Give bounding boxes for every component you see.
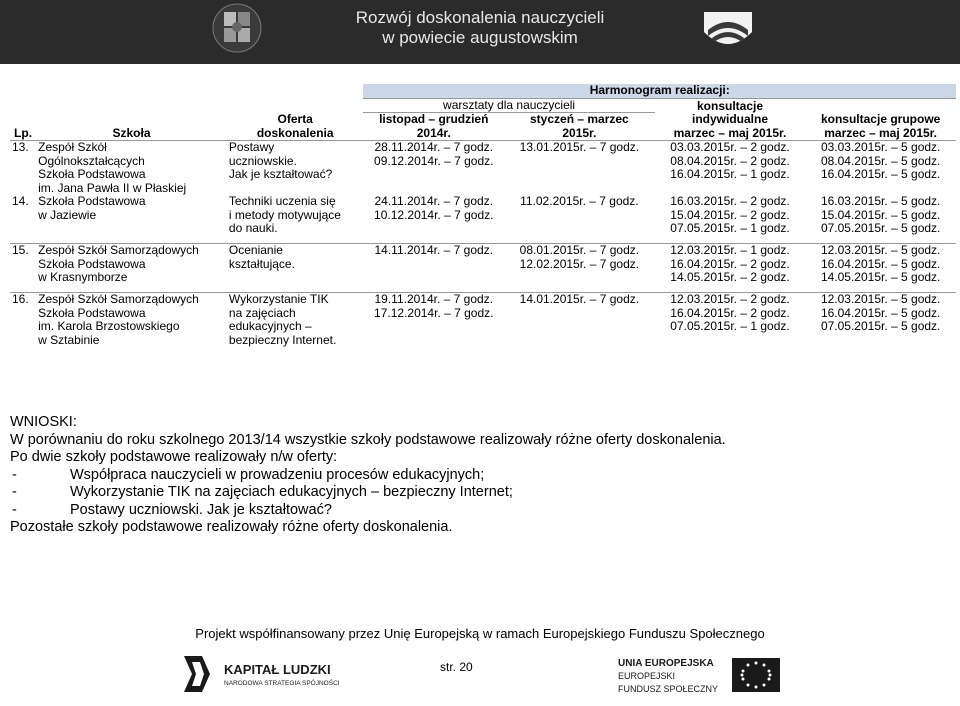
conclusions-heading: WNIOSKI: [10, 414, 77, 430]
col-lp-heading: Lp. [10, 113, 36, 141]
row-lp-line: 15. [12, 243, 29, 257]
row-styczen [504, 141, 655, 196]
emblem-logo [206, 2, 268, 54]
region-logo [700, 2, 756, 58]
header-title-line1: Rozwój doskonalenia nauczycieli [355, 8, 605, 27]
row-oferta-line: Wykorzystanie TIK [228, 292, 329, 306]
row-styczen [504, 244, 655, 285]
row-konsultacje-indywidualne-line: 16.03.2015r. – 2 godz. [670, 194, 790, 208]
konsultacje-indywidualne-heading [655, 98, 806, 141]
row-listopad [363, 195, 504, 236]
kons-grp-line2: marzec – maj 2015r. [824, 125, 938, 140]
col-listopad-heading [363, 113, 504, 141]
row-oferta [227, 244, 364, 285]
row-szkola-line: w Sztabinie [38, 332, 100, 347]
bullet-text: Wykorzystanie TIK na zajęciach edukacyjnych – bezpieczny Internet; [70, 484, 513, 500]
row-szkola-line: im. Karola Brzostowskiego [38, 319, 180, 333]
row-lp-line: 16. [12, 292, 29, 306]
row-konsultacje-grupowe-line: 12.03.2015r. – 5 godz. [820, 243, 941, 257]
kons-ind-line1: konsultacje [696, 98, 764, 113]
row-szkola-line: Szkoła Podstawowa [38, 256, 146, 271]
row-konsultacje-indywidualne-line: 12.03.2015r. – 1 godz. [670, 243, 790, 257]
kapital-ludzki-logo [180, 652, 340, 698]
row-oferta-line: na zajęciach [228, 305, 296, 320]
row-konsultacje-grupowe-line: 07.05.2015r. – 5 godz. [820, 221, 941, 235]
row-szkola [36, 244, 227, 285]
col-oferta-heading [227, 113, 364, 141]
styczen-line1: styczeń – marzec [530, 112, 629, 126]
bullet-item: - Współpraca nauczycieli w prowadzeniu procesów edukacyjnych; [12, 466, 485, 483]
row-styczen-line: 08.01.2015r. – 7 godz. [519, 243, 640, 257]
row-konsultacje-grupowe [805, 293, 956, 348]
row-konsultacje-indywidualne [655, 244, 806, 285]
row-listopad-line: 17.12.2014r. – 7 godz. [374, 305, 494, 320]
row-oferta-line: Ocenianie [228, 243, 283, 257]
row-szkola-line: Zespół Szkół Samorządowych [38, 292, 199, 306]
row-szkola [36, 195, 227, 236]
row-oferta-line: Postawy [228, 140, 275, 154]
row-oferta [227, 293, 364, 348]
row-szkola-line: w Jaziewie [38, 207, 97, 222]
row-oferta-line: Techniki uczenia się [228, 194, 336, 208]
row-lp [10, 195, 36, 236]
row-listopad-line: 14.11.2014r. – 7 godz. [374, 243, 494, 257]
row-listopad [363, 141, 504, 196]
row-listopad [363, 293, 504, 348]
row-konsultacje-grupowe-line: 07.05.2015r. – 5 godz. [820, 319, 941, 333]
row-styczen-line: 11.02.2015r. – 7 godz. [520, 194, 639, 208]
row-oferta [227, 141, 364, 196]
row-oferta-line: bezpieczny Internet. [228, 332, 337, 347]
row-konsultacje-grupowe-line: 16.04.2015r. – 5 godz. [820, 305, 941, 320]
konsultacje-grupowe-heading [805, 98, 956, 141]
row-konsultacje-grupowe-line: 16.04.2015r. – 5 godz. [820, 256, 941, 271]
header-title [300, 8, 660, 48]
row-oferta-line: kształtujące. [228, 256, 295, 271]
table-row [10, 141, 956, 196]
table-body [10, 141, 956, 348]
row-konsultacje-grupowe-line: 16.04.2015r. – 5 godz. [820, 167, 941, 181]
row-listopad-line: 09.12.2014r. – 7 godz. [374, 153, 494, 168]
col-oferta-line2: doskonalenia [256, 125, 334, 140]
ue-line3: FUNDUSZ SPOŁECZNY [618, 684, 719, 694]
row-konsultacje-indywidualne [655, 195, 806, 236]
row-listopad [363, 244, 504, 285]
row-konsultacje-indywidualne-line: 14.05.2015r. – 2 godz. [670, 270, 790, 284]
ue-line1: UNIA EUROPEJSKA [618, 658, 714, 669]
row-oferta [227, 195, 364, 236]
row-konsultacje-grupowe [805, 244, 956, 285]
row-listopad-line: 28.11.2014r. – 7 godz. [374, 140, 494, 154]
row-konsultacje-indywidualne-line: 08.04.2015r. – 2 godz. [670, 153, 790, 168]
row-listopad-line: 19.11.2014r. – 7 godz. [374, 292, 494, 306]
row-lp [10, 244, 36, 285]
row-styczen-line: 13.01.2015r. – 7 godz. [519, 140, 640, 154]
row-szkola-line: Zespół Szkół Samorządowych [38, 243, 199, 257]
table-row [10, 293, 956, 348]
row-konsultacje-grupowe-line: 08.04.2015r. – 5 godz. [820, 153, 941, 168]
listopad-line1: listopad – grudzień [379, 112, 489, 126]
row-konsultacje-indywidualne-line: 07.05.2015r. – 1 godz. [670, 319, 790, 333]
conclusions [10, 414, 950, 537]
kons-grp-line1: konsultacje grupowe [820, 112, 941, 126]
row-styczen [504, 195, 655, 236]
col-oferta-line1: Oferta [277, 112, 313, 126]
conclusions-line1: W porównaniu do roku szkolnego 2013/14 wszystkie szkoły podstawowe realizowały różne oferty doskonalenia. [10, 431, 726, 448]
row-oferta-line: i metody motywujące [228, 207, 341, 222]
kl-name: KAPITAŁ LUDZKI [224, 662, 331, 677]
row-lp-line: 13. [12, 140, 29, 154]
row-styczen [504, 293, 655, 348]
row-oferta-line: uczniowskie. [228, 153, 297, 168]
row-listopad-line: 10.12.2014r. – 7 godz. [374, 207, 494, 222]
bullet-text: Współpraca nauczycieli w prowadzeniu procesów edukacyjnych; [70, 466, 485, 483]
kl-sub: NARODOWA STRATEGIA SPÓJNOŚCI [224, 680, 340, 687]
row-konsultacje-grupowe [805, 195, 956, 236]
row-styczen-line: 14.01.2015r. – 7 godz. [519, 292, 640, 306]
page-number: str. 20 [440, 660, 473, 674]
col-styczen-heading [504, 113, 655, 141]
row-szkola-line: Ogólnokształcących [38, 153, 145, 168]
schedule-table [10, 84, 956, 347]
row-konsultacje-grupowe-line: 03.03.2015r. – 5 godz. [820, 140, 941, 154]
styczen-line2: 2015r. [562, 125, 597, 140]
row-lp [10, 141, 36, 196]
row-szkola-line: im. Jana Pawła II w Płaskiej [38, 180, 187, 195]
page-header [0, 0, 960, 64]
table-row [10, 244, 956, 285]
row-konsultacje-indywidualne-line: 16.04.2015r. – 2 godz. [670, 256, 790, 271]
kons-ind-line3: marzec – maj 2015r. [673, 125, 787, 140]
row-szkola-line: Szkoła Podstawowa [38, 305, 146, 320]
row-lp [10, 293, 36, 348]
row-szkola-line: Szkoła Podstawowa [38, 194, 146, 208]
row-lp-line: 14. [12, 194, 29, 208]
row-konsultacje-indywidualne [655, 293, 806, 348]
ue-line2: EUROPEJSKI [618, 671, 676, 681]
conclusions-line3: Pozostałe szkoły podstawowe realizowały różne oferty doskonalenia. [10, 519, 453, 535]
row-konsultacje-grupowe-line: 12.03.2015r. – 5 godz. [820, 292, 941, 306]
row-szkola-line: w Krasnymborze [38, 270, 128, 284]
harmonogram-heading: Harmonogram realizacji: [363, 84, 956, 98]
row-konsultacje-indywidualne [655, 141, 806, 196]
row-oferta-line: Jak je kształtować? [228, 167, 333, 181]
row-konsultacje-grupowe-line: 14.05.2015r. – 5 godz. [820, 270, 941, 284]
row-oferta-line: do nauki. [228, 221, 278, 235]
row-konsultacje-indywidualne-line: 15.04.2015r. – 2 godz. [670, 207, 790, 222]
row-konsultacje-grupowe-line: 16.03.2015r. – 5 godz. [820, 194, 941, 208]
row-konsultacje-indywidualne-line: 03.03.2015r. – 2 godz. [670, 140, 790, 154]
row-oferta-line: edukacyjnych – [228, 319, 312, 333]
row-szkola [36, 141, 227, 196]
row-szkola-line: Szkoła Podstawowa [38, 167, 146, 181]
row-listopad-line: 24.11.2014r. – 7 godz. [374, 194, 494, 208]
listopad-line2: 2014r. [416, 125, 451, 140]
bullet-text: Postawy uczniowski. Jak je kształtować? [70, 501, 332, 518]
row-konsultacje-grupowe-line: 15.04.2015r. – 5 godz. [820, 207, 941, 222]
conclusions-line2: Po dwie szkoły podstawowe realizowały n/w oferty: [10, 449, 338, 465]
row-konsultacje-grupowe [805, 141, 956, 196]
row-styczen-line: 12.02.2015r. – 7 godz. [519, 256, 640, 271]
bullet-item: - Wykorzystanie TIK na zajęciach edukacyjnych – bezpieczny Internet; [12, 484, 513, 500]
eu-logo [614, 652, 784, 700]
row-konsultacje-indywidualne-line: 16.04.2015r. – 2 godz. [670, 305, 790, 320]
footer-project-text: Projekt współfinansowany przez Unię Europejską w ramach Europejskiego Funduszu Społecznego [195, 626, 765, 641]
kons-ind-line2: indywidualne [691, 112, 768, 126]
warsztaty-heading: warsztaty dla nauczycieli [363, 98, 654, 113]
row-konsultacje-indywidualne-line: 16.04.2015r. – 1 godz. [670, 167, 790, 181]
row-konsultacje-indywidualne-line: 12.03.2015r. – 2 godz. [670, 292, 790, 306]
row-szkola [36, 293, 227, 348]
table-row [10, 195, 956, 236]
bullet-item: - Postawy uczniowski. Jak je kształtować? [12, 501, 332, 518]
row-szkola-line: Zespół Szkół [38, 140, 107, 154]
row-konsultacje-indywidualne-line: 07.05.2015r. – 1 godz. [670, 221, 790, 235]
col-szkola-heading: Szkoła [36, 113, 227, 141]
header-title-line2: w powiecie augustowskim [382, 28, 578, 47]
